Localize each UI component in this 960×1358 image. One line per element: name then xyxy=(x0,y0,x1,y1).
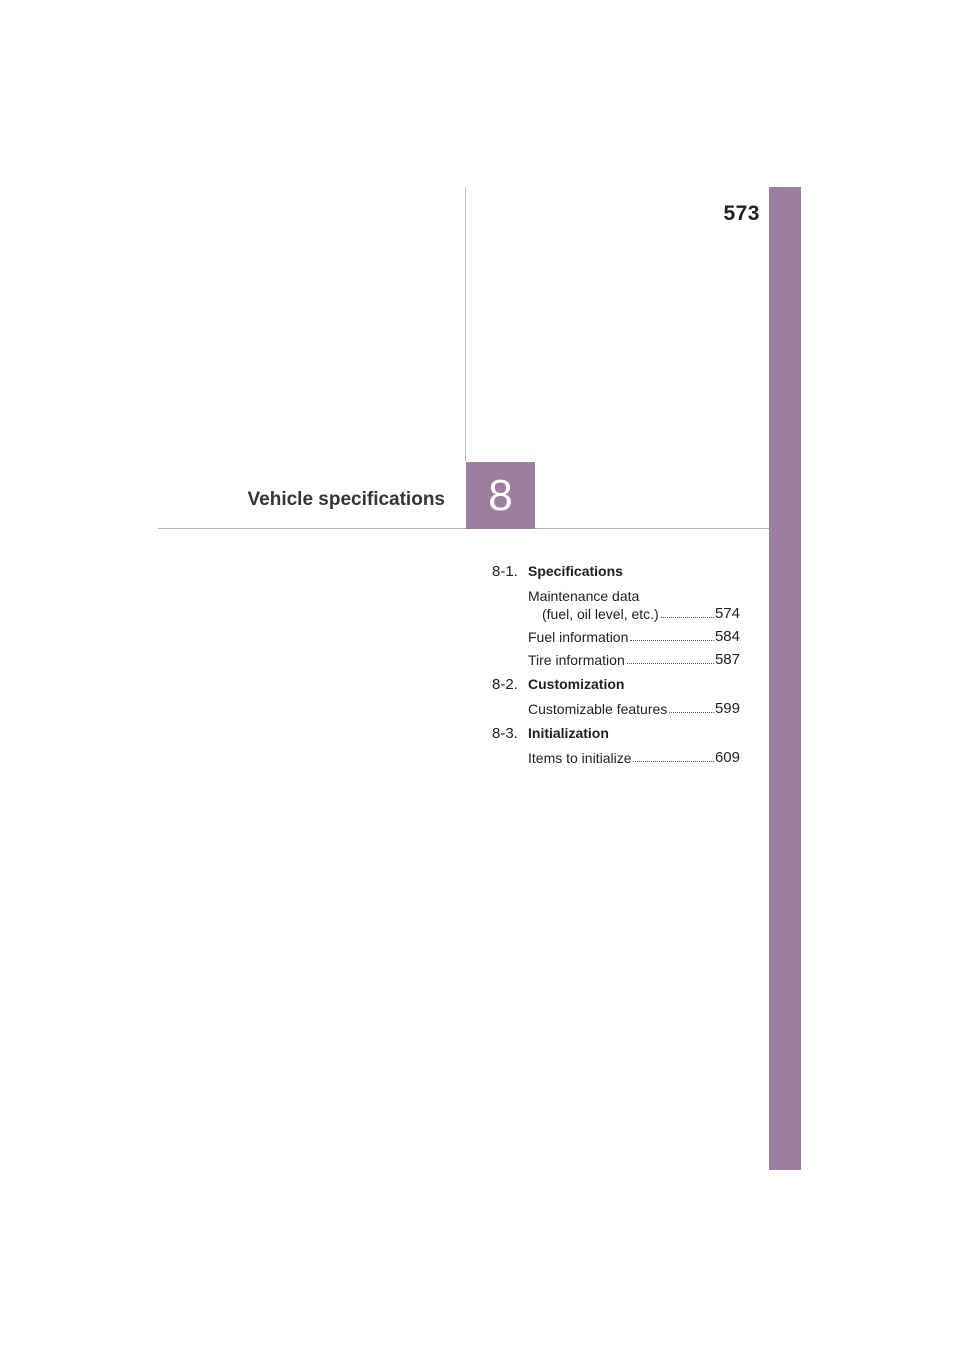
section-name: Customization xyxy=(528,676,625,692)
toc-section-8-1 xyxy=(492,563,740,669)
dot-leader xyxy=(627,663,714,664)
chapter-side-tab xyxy=(769,187,801,1170)
toc-entry-items-to-initialize[interactable] xyxy=(528,749,740,767)
chapter-number-box xyxy=(466,462,535,529)
toc-entry-page: 609 xyxy=(714,749,740,766)
vertical-divider xyxy=(465,187,466,462)
table-of-contents xyxy=(492,563,740,774)
toc-entry-label: Tire information xyxy=(528,652,625,668)
dot-leader xyxy=(630,640,714,641)
toc-entry-label: Customizable features xyxy=(528,701,668,717)
horizontal-divider xyxy=(158,528,769,529)
toc-entry-page: 599 xyxy=(714,700,740,717)
dot-leader xyxy=(633,761,713,762)
toc-entry-page: 587 xyxy=(714,651,740,668)
toc-entry-page: 574 xyxy=(714,605,740,622)
page-number: 573 xyxy=(723,202,760,225)
toc-entry-maintenance-data[interactable] xyxy=(528,587,740,623)
dot-leader xyxy=(669,712,714,713)
toc-entry-label: Items to initialize xyxy=(528,750,632,766)
toc-section-heading xyxy=(492,676,740,697)
section-number: 8-2. xyxy=(492,676,518,693)
toc-entry-label: Maintenance data xyxy=(528,588,640,604)
section-number: 8-1. xyxy=(492,563,518,580)
section-name: Initialization xyxy=(528,725,609,741)
toc-section-heading xyxy=(492,563,740,584)
section-number: 8-3. xyxy=(492,725,518,742)
toc-entry-label: Fuel information xyxy=(528,629,629,645)
toc-section-8-3 xyxy=(492,725,740,767)
toc-entry-label-continued: (fuel, oil level, etc.) xyxy=(542,606,659,622)
toc-section-heading xyxy=(492,725,740,746)
section-title: Vehicle specifications xyxy=(247,489,445,510)
toc-entry-fuel-information[interactable] xyxy=(528,628,740,646)
dot-leader xyxy=(661,617,714,618)
toc-entry-customizable-features[interactable] xyxy=(528,700,740,718)
toc-entry-page: 584 xyxy=(714,628,740,645)
section-name: Specifications xyxy=(528,563,623,579)
toc-entry-tire-information[interactable] xyxy=(528,651,740,669)
toc-section-8-2 xyxy=(492,676,740,718)
chapter-number: 8 xyxy=(488,470,513,520)
